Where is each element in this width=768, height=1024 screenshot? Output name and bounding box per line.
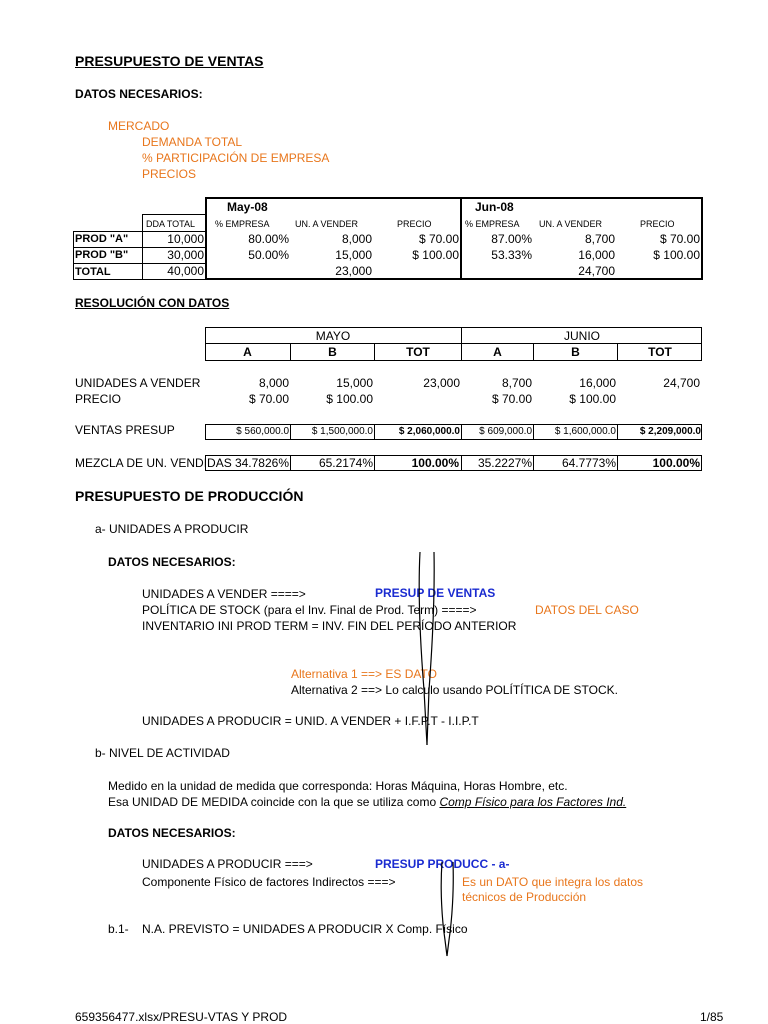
col-emp1: % EMPRESA (215, 219, 270, 229)
datos-heading: DATOS NECESARIOS: (75, 87, 203, 101)
un2-total: 24,700 (578, 264, 615, 278)
row-label: PROD "B" (75, 249, 129, 261)
precios-label: PRECIOS (142, 167, 197, 181)
mercado-label: MERCADO (108, 119, 170, 133)
source-presup-producc: PRESUP PRODUCC - a- (375, 857, 510, 871)
emp1-value: 50.00% (248, 248, 289, 262)
dda-total: 40,000 (167, 264, 204, 278)
arrow-down-icon (436, 860, 460, 960)
pre2-value: $ 70.00 (659, 232, 700, 246)
month1-label: May-08 (227, 200, 268, 214)
cell: 100.00% (411, 456, 459, 470)
emp1-value: 80.00% (248, 232, 289, 246)
cell: $ 1,500,000.0 (311, 426, 373, 437)
row-label: VENTAS PRESUP (75, 423, 175, 437)
line-inventario: INVENTARIO INI PROD TERM = INV. FIN DEL PERÍODO ANTERIOR (142, 619, 517, 633)
un1-value: 8,000 (341, 232, 372, 246)
participacion-label: % PARTICIPACIÓN DE EMPRESA (142, 151, 330, 165)
row-label: TOTAL (75, 266, 111, 278)
row-label: PRECIO (75, 392, 122, 406)
source-datos-caso: DATOS DEL CASO (535, 603, 639, 617)
a-title: a- UNIDADES A PRODUCIR (95, 522, 249, 536)
page-title: PRESUPUESTO DE VENTAS (75, 53, 264, 69)
emp2-value: 53.33% (491, 248, 532, 262)
cell: $ 609,000.0 (479, 426, 532, 437)
col-tot-jun: TOT (648, 345, 672, 359)
alternativa-1: Alternativa 1 ==> ES DATO (291, 667, 437, 681)
cell: 100.00% (652, 456, 700, 470)
cell: 34.7826% (234, 456, 289, 470)
cell: $ 100.00 (569, 392, 616, 406)
cell: 16,000 (579, 376, 616, 390)
un2-value: 8,700 (584, 232, 615, 246)
alternativa-2: Alternativa 2 ==> Lo calculo usando POLÍTÍTICA DE STOCK. (291, 683, 618, 697)
cell: 8,000 (258, 376, 289, 390)
row-label: UNIDADES A VENDER (75, 376, 201, 390)
pre1-value: $ 100.00 (412, 248, 459, 262)
resolucion-title: RESOLUCIÓN CON DATOS (75, 296, 230, 310)
cell: 35.2227% (477, 456, 532, 470)
cell: $ 2,060,000.0 (398, 426, 460, 437)
pre1-value: $ 70.00 (418, 232, 459, 246)
line-unidades: UNIDADES A VENDER ====> (142, 587, 306, 601)
b-line1: Medido en la unidad de medida que corresponda: Horas Máquina, Horas Hombre, etc. (108, 779, 568, 793)
cell: 23,000 (423, 376, 460, 390)
cell: 64.7773% (561, 456, 616, 470)
dda-value: 10,000 (167, 232, 204, 246)
month2-label: Jun-08 (475, 200, 514, 214)
col-un2: UN. A VENDER (539, 219, 603, 229)
col-pre2: PRECIO (640, 219, 675, 229)
cell: $ 70.00 (491, 392, 532, 406)
mayo-header: MAYO (315, 329, 351, 343)
row-label: MEZCLA DE UN. VENDIDAS (75, 456, 232, 470)
un1-total: 23,000 (335, 264, 372, 278)
cell: $ 1,600,000.0 (554, 426, 616, 437)
emp2-value: 87.00% (491, 232, 532, 246)
col-b-jun: B (571, 345, 580, 359)
dda-value: 30,000 (167, 248, 204, 262)
cell: 24,700 (663, 376, 700, 390)
col-dda: DDA TOTAL (146, 219, 196, 229)
col-tot-may: TOT (406, 345, 430, 359)
col-pre1: PRECIO (397, 219, 432, 229)
cell: $ 2,209,000.0 (639, 426, 701, 437)
cell: $ 70.00 (248, 392, 289, 406)
source-dato-1: Es un DATO que integra los datos (462, 875, 643, 889)
demanda-label: DEMANDA TOTAL (142, 135, 243, 149)
b1-text: N.A. PREVISTO = UNIDADES A PRODUCIR X Comp. Físico (142, 922, 468, 936)
line-politica: POLÍTICA DE STOCK (para el Inv. Final de Prod. Term) ====> (142, 603, 477, 617)
un2-value: 16,000 (578, 248, 615, 262)
pre2-value: $ 100.00 (653, 248, 700, 262)
col-un1: UN. A VENDER (295, 219, 359, 229)
b-line3: UNIDADES A PRODUCIR ===> (142, 857, 313, 871)
col-emp2: % EMPRESA (465, 219, 520, 229)
source-dato-2: técnicos de Producción (462, 890, 587, 904)
junio-header: JUNIO (564, 329, 600, 343)
b-title: b- NIVEL DE ACTIVIDAD (95, 746, 230, 760)
col-a-jun: A (493, 345, 502, 359)
cell: $ 560,000.0 (236, 426, 289, 437)
arrow-down-icon (412, 550, 442, 750)
datos-heading: DATOS NECESARIOS: (108, 555, 236, 569)
col-b-may: B (328, 345, 337, 359)
cell: 65.2174% (318, 456, 373, 470)
b-line2: Esa UNIDAD DE MEDIDA coincide con la que se utiliza como Comp Físico para los Factores Ind. (108, 795, 627, 809)
footer-page: 1/85 (700, 1010, 724, 1024)
col-a-may: A (243, 345, 252, 359)
cell: 8,700 (501, 376, 532, 390)
source-presup-ventas: PRESUP DE VENTAS (375, 586, 496, 600)
b-line4: Componente Físico de factores Indirectos ===> (142, 875, 396, 889)
un1-value: 15,000 (335, 248, 372, 262)
row-label: PROD "A" (75, 233, 129, 245)
b1-label: b.1- (108, 922, 129, 936)
cell: $ 100.00 (326, 392, 373, 406)
datos-heading-2: DATOS NECESARIOS: (108, 826, 236, 840)
formula: UNIDADES A PRODUCIR = UNID. A VENDER + I.F.P.T - I.I.P.T (142, 714, 479, 728)
section-title: PRESUPUESTO DE PRODUCCIÓN (75, 488, 304, 504)
footer-filename: 659356477.xlsx/PRESU-VTAS Y PROD (75, 1010, 288, 1024)
cell: 15,000 (336, 376, 373, 390)
